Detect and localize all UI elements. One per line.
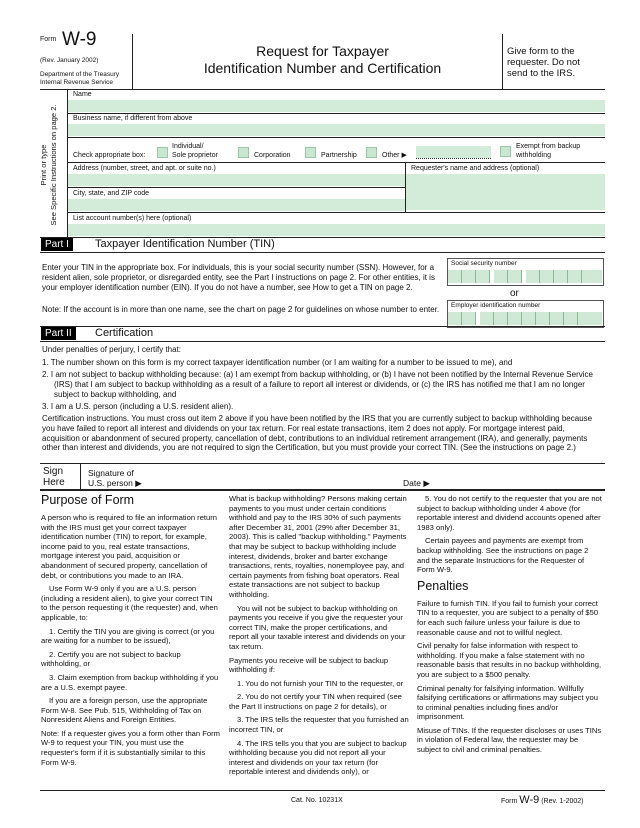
- footer-rev: (Rev. 1-2002): [541, 798, 584, 805]
- requester-input[interactable]: [406, 174, 605, 210]
- sign-top-rule: [40, 463, 605, 464]
- footer-form-number: W-9: [519, 794, 540, 806]
- backup-p3: Payments you receive will be subject to backup withholding if:: [229, 655, 389, 675]
- sign-divider: [80, 463, 81, 489]
- backup-p4: 1. You do not furnish your TIN to the requester, or: [237, 678, 404, 688]
- header-divider-right: [502, 34, 503, 89]
- requester-label: Requester's name and address (optional): [411, 165, 540, 172]
- rule-5: [68, 212, 605, 213]
- backup-p2: You will not be subject to backup withholding on payments you receive if you give the requester your correct TIN, make the proper certifications, and report all your taxable interest and dividends on your tax return.: [229, 603, 406, 651]
- individual-label-2: Sole proprietor: [172, 152, 218, 159]
- title-line-1: Request for Taxpayer: [256, 43, 389, 59]
- purpose-p4: 2. Certify you are not subject to backup withholding, or: [41, 649, 181, 669]
- signature-label-2: U.S. person ▶: [88, 477, 142, 488]
- penalty-p4: Misuse of TINs. If the requester discloses or uses TINs in violation of Federal law, the requester may be subject to civil and criminal penalties.: [417, 725, 602, 755]
- part2-label: Part II: [41, 327, 76, 340]
- certification-item-1: 1. The number shown on this form is my correct taxpayer identification number (or I am waiting for a number to be issued to me), and: [42, 358, 513, 367]
- backup-p7: 4. The IRS tells you that you are subject to backup withholding because you did not report all your interest and dividends on your tax return (for reportable interest and dividends only), or: [229, 738, 407, 777]
- part1-title: Taxpayer Identification Number (TIN): [95, 238, 275, 250]
- exempt-p2: Certain payees and payments are exempt from backup withholding. See the instructions on page 2 and the separate Instructions for the Requester of Form W-9.: [417, 536, 589, 575]
- title-line-2: Identification Number and Certification: [203, 60, 442, 76]
- other-label: Other ▶: [382, 152, 407, 159]
- signature-label-1: Signature of: [88, 468, 134, 478]
- certification-item-2: 2. I am not subject to backup withholding because: (a) I am exempt from backup withholding, or (b) I have not been notified by the Internal Revenue Service (IRS) that I am subject to backup withholding as a result of a failure to report all interest or dividends, or (c) the IRS has notified me that I am no longer subject to backup withholding, and: [42, 370, 593, 399]
- backup-p6: 3. The IRS tells the requester that you furnished an incorrect TIN, or: [229, 715, 409, 735]
- sign-here-label: [43, 466, 65, 488]
- purpose-column: [41, 491, 221, 771]
- certification-item-3: 3. I am a U.S. person (including a U.S. resident alien).: [42, 402, 234, 411]
- partnership-label: Partnership: [321, 152, 357, 159]
- signature-label: [88, 469, 142, 488]
- exempt-p1: 5. You do not certify to the requester that you are not subject to backup withholding under 4 above (for reportable interest and dividend accounts opened after 1983 only).: [417, 494, 602, 532]
- name-input[interactable]: [68, 100, 605, 112]
- catalog-number: Cat. No. 10231X: [291, 797, 343, 804]
- give-form-note: Give form to the requester. Do not send to the IRS.: [507, 46, 580, 79]
- part1-note: Note: If the account is in more than one name, see the chart on page 2 for guidelines on whose number to enter.: [42, 305, 440, 314]
- penalties-column: [417, 494, 603, 759]
- here-word: Here: [43, 477, 65, 488]
- form-number: W-9: [62, 29, 97, 50]
- purpose-p6: If you are a foreign person, use the appropriate Form W-8. See Pub. 515, Withholding of Tax on Nonresident Aliens and Foreign Entities.: [41, 696, 208, 725]
- part1-rule: [40, 252, 605, 253]
- signature-input[interactable]: [150, 470, 395, 487]
- department: Department of the Treasury: [40, 71, 120, 78]
- rule-3: [68, 162, 605, 163]
- ein-label: Employer identification number: [451, 302, 541, 309]
- check-box-label: Check appropriate box:: [73, 152, 146, 159]
- footer-form-word: Form: [501, 798, 518, 805]
- footer-form-id: [501, 795, 584, 807]
- backup-p5: 2. You do not certify your TIN when required (see the Part II instructions on page 2 for details), or: [229, 692, 402, 711]
- other-input[interactable]: [416, 146, 491, 158]
- account-label: List account number(s) here (optional): [73, 215, 192, 222]
- header-bottom-rule: [40, 89, 605, 90]
- agency: Internal Revenue Service: [40, 79, 113, 86]
- exempt-checkbox[interactable]: [500, 146, 511, 157]
- purpose-heading: Purpose of Form: [41, 493, 135, 507]
- date-label: Date ▶: [403, 478, 430, 488]
- side-print-or-type: Print or type: [39, 144, 48, 186]
- name-label: Name: [73, 91, 92, 98]
- other-dotted-line: [416, 158, 491, 159]
- part1-label: Part I: [41, 238, 73, 251]
- part2-title: Certification: [95, 327, 154, 339]
- penalty-p1: Failure to furnish TIN. If you fail to furnish your correct TIN to a requester, you are subject to a penalty of $50 for each such failure unless your failure is due to reasonable cause and not to willful neglect.: [417, 598, 599, 637]
- corporation-checkbox[interactable]: [238, 147, 249, 158]
- purpose-p5: 3. Claim exemption from backup withholding if you are a U.S. exempt payee.: [41, 672, 219, 692]
- corporation-label: Corporation: [254, 152, 291, 159]
- header-divider-left: [132, 34, 133, 89]
- form-word: Form: [40, 36, 57, 43]
- certification-instructions: Certification instructions. You must cross out item 2 above if you have been notified by the IRS that you are currently subject to backup withholding because you have failed to report all interest and dividends on your tax return. For real estate transactions, item 2 does not apply. For mortgage interest paid, acquisition or abandonment of secured property, cancellation of debt, contributions to an individual retirement arrangement (IRA), and generally, payments other than interest and dividends, you are not required to sign the Certification, but you must provide your correct TIN. (See the instructions on page 2.): [42, 414, 593, 453]
- individual-checkbox[interactable]: [157, 147, 168, 158]
- individual-label-1: Individual/: [172, 143, 204, 150]
- form-title: [180, 43, 465, 77]
- penalties-heading: Penalties: [417, 578, 469, 593]
- purpose-p3: 1. Certify the TIN you are giving is correct (or you are waiting for a number to be issued),: [41, 626, 215, 646]
- date-input[interactable]: [437, 470, 602, 487]
- part2-rule: [40, 341, 605, 342]
- revision-date: (Rev. January 2002): [40, 57, 99, 64]
- sign-word: Sign: [43, 466, 64, 477]
- account-input[interactable]: [68, 224, 605, 236]
- ein-input[interactable]: [448, 312, 603, 327]
- rule-2: [68, 137, 605, 138]
- certification-intro: Under penalties of perjury, I certify that:: [42, 345, 182, 354]
- form-header: [40, 29, 605, 89]
- address-label: Address (number, street, and apt. or suite no.): [73, 165, 216, 172]
- city-input[interactable]: [68, 199, 405, 211]
- partnership-checkbox[interactable]: [305, 147, 316, 158]
- side-instruction: [39, 90, 65, 240]
- or-text: or: [510, 288, 519, 299]
- footer-rule: [40, 790, 605, 791]
- side-see-instructions: See Specific Instructions on page 2.: [49, 104, 58, 226]
- business-name-input[interactable]: [68, 124, 605, 136]
- ssn-label: Social security number: [451, 260, 517, 267]
- business-name-label: Business name, if different from above: [73, 115, 193, 122]
- purpose-p1: A person who is required to file an information return with the IRS must get your correct taxpayer identification number (TIN) to report, for example, income paid to you, real estate transactions, mortgage interest you paid, acquisition or abandonment of secured property, cancellation of debt, or contributions you made to an IRA.: [41, 513, 218, 580]
- penalty-p3: Criminal penalty for falsifying information. Willfully falsifying certifications or affirmations may subject you to criminal penalties including fines and/or imprisonment.: [417, 683, 598, 722]
- rule-1: [68, 113, 605, 114]
- exempt-label-2: withholding: [516, 152, 552, 159]
- backup-p1: What is backup withholding? Persons making certain payments to you must under certain conditions withhold and pay to the IRS 30% of such payments after December 31, 2001 (29% after December 31, 2003). This is called "backup withholding." Payments that may be subject to backup withholding include interest, dividends, broker and barter exchange transactions, rents, royalties, nonemployee pay, and certain payments from fishing boat operators. Real estate transactions are not subject to backup withholding.: [229, 494, 407, 599]
- penalty-p2: Civil penalty for false information with respect to withholding. If you make a false statement with no reasonable basis that results in no backup withholding, you are subject to a $500 penalty.: [417, 641, 602, 679]
- rule-4: [68, 187, 405, 188]
- part1-text: Enter your TIN in the appropriate box. For individuals, this is your social security number (SSN). However, for a resident alien, sole proprietor, or disregarded entity, see the Part I instructions on page 2. For other entities, it is your employer identification number (EIN). If you do not have a number, see How to get a TIN on page 2.: [42, 263, 435, 292]
- purpose-p2: Use Form W-9 only if you are a U.S. person (including a resident alien), to give your correct TIN to the person requesting it (the requester) and, when applicable, to:: [41, 584, 218, 622]
- ssn-input[interactable]: [448, 270, 603, 285]
- requester-divider: [405, 162, 406, 212]
- purpose-note: Note: If a requester gives you a form other than Form W-9 to request your TIN, you must use the requester's form if it is substantially similar to this Form W-9.: [41, 728, 220, 767]
- address-input[interactable]: [68, 174, 405, 186]
- backup-withholding-column: [229, 494, 409, 781]
- city-label: City, state, and ZIP code: [73, 190, 150, 197]
- other-checkbox[interactable]: [366, 147, 377, 158]
- exempt-label-1: Exempt from backup: [516, 143, 581, 150]
